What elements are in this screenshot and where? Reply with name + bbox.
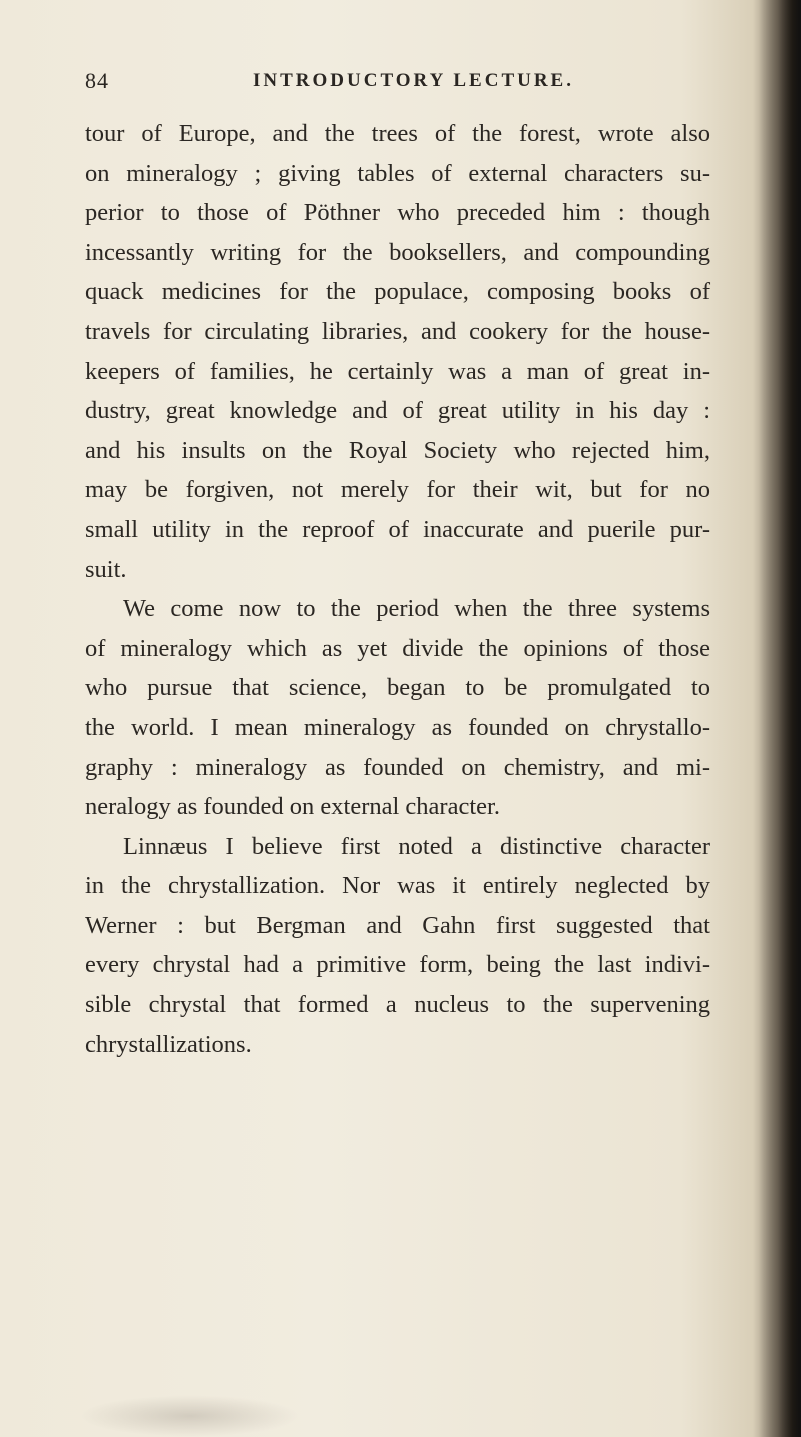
text-line: every chrystal had a primitive form, being the last indivi- — [85, 951, 710, 979]
text-line: may be forgiven, not merely for their wit, but for no — [85, 476, 710, 504]
page-smudge — [80, 1395, 300, 1437]
page-header — [85, 62, 685, 98]
text-line: in the chrystallization. Nor was it entirely neglected by — [85, 872, 710, 900]
text-line: Werner : but Bergman and Gahn first suggested that — [85, 911, 710, 939]
text-line: on mineralogy ; giving tables of external characters su- — [85, 159, 710, 187]
text-line: suit. — [85, 555, 127, 583]
text-line: neralogy as founded on external character. — [85, 793, 500, 821]
binding-gutter-shadow — [759, 0, 801, 1437]
text-line: incessantly writing for the booksellers, and compounding — [85, 238, 710, 266]
text-line: tour of Europe, and the trees of the forest, wrote also — [85, 120, 710, 147]
text-line: quack medicines for the populace, composing books of — [85, 278, 710, 306]
text-line: chrystallizations. — [85, 1030, 252, 1058]
text-line: dustry, great knowledge and of great utility in his day : — [85, 397, 710, 425]
page-number: 84 — [85, 68, 109, 93]
text-line: the world. I mean mineralogy as founded on chrystallo- — [85, 713, 710, 741]
text-line: graphy : mineralogy as founded on chemistry, and mi- — [85, 753, 710, 781]
text-line: perior to those of Pöthner who preceded him : though — [85, 199, 710, 227]
text-line: who pursue that science, began to be promulgated to — [85, 674, 710, 702]
text-line: and his insults on the Royal Society who rejected him, — [85, 436, 710, 464]
text-line: We come now to the period when the three systems — [123, 595, 710, 623]
running-head: INTRODUCTORY LECTURE. — [253, 70, 574, 91]
text-line: small utility in the reproof of inaccurate and puerile pur- — [85, 515, 710, 543]
body-text — [85, 114, 710, 1064]
text-line: travels for circulating libraries, and cookery for the house- — [85, 317, 710, 345]
text-line: Linnæus I believe first noted a distinctive character — [123, 832, 710, 860]
text-line: of mineralogy which as yet divide the opinions of those — [85, 634, 710, 662]
text-line: sible chrystal that formed a nucleus to the supervening — [85, 991, 710, 1019]
text-line: keepers of families, he certainly was a man of great in- — [85, 357, 710, 385]
